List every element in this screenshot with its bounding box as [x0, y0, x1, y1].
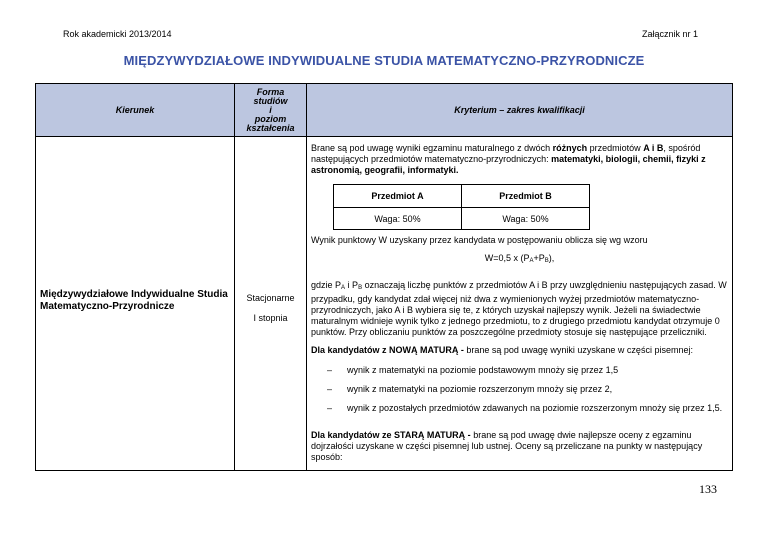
- subject-b-label: Przedmiot B: [462, 185, 590, 208]
- study-mode: Stacjonarne: [246, 293, 295, 303]
- new-matura-paragraph: Dla kandydatów z NOWĄ MATURĄ - brane są pod uwagę wyniki uzyskane w części pisemnej:: [311, 345, 693, 355]
- study-level: I stopnia: [253, 313, 288, 323]
- table-header-row: [36, 84, 733, 137]
- header-kierunek: [36, 84, 235, 137]
- header-forma-line: Forma: [256, 86, 285, 97]
- header-forma-line: i: [269, 104, 272, 115]
- header-kryterium-label: Kryterium – zakres kwalifikacji: [454, 105, 585, 115]
- cell-forma: [235, 137, 307, 471]
- subject-b-weight: Waga: 50%: [462, 208, 590, 230]
- list-item: – wynik z pozostałych przedmiotów zdawanych na poziomie rozszerzonym mnoży się przez 1,5.: [327, 403, 723, 413]
- score-line: Wynik punktowy W uzyskany przez kandydata w postępowaniu oblicza się wg wzoru: [311, 235, 648, 245]
- header-left: Rok akademicki 2013/2014: [63, 29, 172, 39]
- header-forma-line: kształcenia: [246, 122, 295, 133]
- intro-paragraph: Brane są pod uwagę wyniki egzaminu maturalnego z dwóch różnych przedmiotów A i B, spośród następujących przedmiotów matematyczno-przyrodniczych: matematyki, biologii, chemii, fizyki z astronomią, geografii, informatyki.: [311, 143, 706, 175]
- multiplier-list: [311, 365, 728, 414]
- header-forma-line: studiów: [253, 95, 288, 106]
- subject-a-label: Przedmiot A: [334, 185, 462, 208]
- header-kryterium: [307, 84, 733, 137]
- header-forma: [235, 84, 307, 137]
- list-item: – wynik z matematyki na poziomie rozszerzonym mnoży się przez 2,: [327, 384, 613, 394]
- subject-weights-table: [333, 184, 590, 230]
- score-formula: W=0,5 x $(P_A+P_B)$,: [484, 253, 555, 264]
- table-row: [36, 137, 733, 471]
- old-matura-paragraph: Dla kandydatów ze STARĄ MATURĄ - brane są pod uwagę dwie najlepsze oceny z egzaminu dojrzałości uzyskane w części pisemnej lub ustnej. Oceny są przeliczane na punkty w następujący sposób:: [311, 430, 703, 462]
- page-number: 133: [699, 482, 717, 496]
- major-name: Międzywydziałowe Indywidualne Studia Matematyczno-Przyrodnicze: [40, 289, 228, 312]
- list-item: – wynik z matematyki na poziomie podstawowym mnoży się przez 1,5: [327, 365, 619, 375]
- header-forma-line: poziom: [254, 113, 287, 124]
- subject-a-weight: Waga: 50%: [334, 208, 462, 230]
- explanation-paragraph: gdzie $P_A$ i $P_B$ oznaczają liczbę punktów z przedmiotów A i B przy uwzględnieniu następujących zasad. W przypadku, gdy kandydat zdał więcej niż dwa z wymienionych wyżej przedmiotów matematyczno-przyrodniczych, jako A i B wybiera się te, z których uzyskał najlepszy wynik. Jeżeli na świadectwie maturalnym widnieje wynik tylko z jednego przedmiotu, to z drugiego przedmiotu kandydat otrzymuje 0 punktów. Przy obliczaniu punktów za poszczególne przedmioty stosuje się następujące przeliczniki.: [311, 280, 727, 337]
- header-right: Załącznik nr 1: [641, 29, 698, 39]
- document-title: MIĘDZYWYDZIAŁOWE INDYWIDUALNE STUDIA MATEMATYCZNO-PRZYRODNICZE: [123, 53, 645, 68]
- cell-kryterium: [307, 137, 733, 471]
- cell-kierunek: [36, 137, 235, 471]
- qualification-table: [35, 83, 733, 471]
- header-kierunek-label: Kierunek: [115, 105, 155, 115]
